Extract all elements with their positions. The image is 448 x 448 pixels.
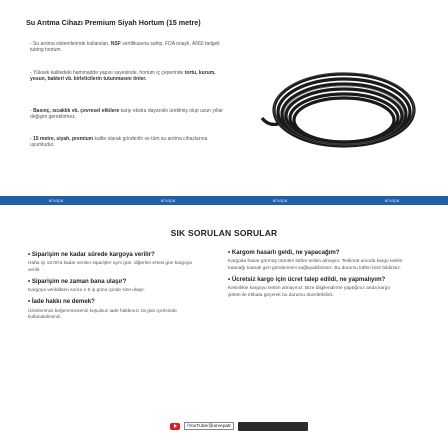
feature-1: - Su arıtma sistemlerinde kullanılan, NSF sertifikasına sahip, FDA onaylı, ANSI belgeli tubing hortum. [30, 41, 220, 54]
hose-coil-image [252, 48, 432, 178]
faq-right-column [228, 249, 403, 303]
faq-answer: Ürünlerimizi beğenmezseniz koşulsuz iade hakkınızı 15 gün içerisinde kullanabilirsiniz. [28, 308, 177, 321]
faq-answer: Kargoya verildikten sonra 1-5 iş günü içinde size ulaşır. [28, 288, 146, 294]
brand-label: arvepa [48, 198, 64, 203]
brand-stripe [0, 196, 448, 205]
faq-title: SIK SORULAN SORULAR [170, 228, 278, 238]
youtube-icon[interactable] [170, 423, 180, 430]
faq-question: • Ücretsiz kargo için ücret talep edildi, ne yapmalıyım? [228, 276, 386, 283]
faq-question: • Siparişim ne kadar sürede kargoya verilir? [28, 251, 155, 258]
faq-question: • İade hakkı ne demek? [28, 298, 95, 306]
faq-left-column [28, 251, 203, 325]
footer-social [170, 420, 320, 432]
faq-question: • Siparişim ne zaman bana ulaşır? [28, 278, 127, 285]
brand-label: arvepa [384, 198, 400, 203]
faq-question: • Kargom hasarlı geldi, ne yapacağım? [228, 249, 340, 256]
product-title: Su Arıtma Cihazı Premium Siyah Hortum (15 metre) [26, 18, 201, 27]
brand-label: arvepa [160, 198, 176, 203]
brand-label: arvepa [272, 198, 288, 203]
faq-answer: Hafta içi 16:00'a kadar verilen siparişler aynı gün, diğerleri ertesi gün kargoya verilir. [28, 261, 192, 274]
feature-4: - 15 metre, siyah, premium kalite olarak gönderilir ve tüm su arıtma cihazlarına uyumludur. [30, 136, 208, 149]
youtube-handle[interactable]: /YouTube/@arvepatr [184, 422, 234, 430]
feature-2: - Yüksek kalitedeki hammadde yapısı sayesinde, hortum iç çeperinde tortu, kurum, yosun, bakteri vb. kirleticilerin tutunmasını önler. [30, 70, 216, 83]
footer-note-box [238, 422, 308, 431]
faq-answer: Kargoda hasar görmüş ürünleri lütfen teslim almayın. Teslimat anında kargo teslim tutanağı tutarak geri gönderimini sağlayabilirsiniz. Bu durumu lütfen bize bildiriniz. [228, 259, 403, 272]
feature-3: - Basınç, sıcaklık vb. çevresel etkilere karşı ekstra dayanıklı üretilmiş olup uzun yıllar değişim gerektirmez. [30, 108, 223, 121]
faq-answer: Kesinlikle kargoyu teslim almayınız. Bize bilgilendirme yaptığınız anda kargo şirketi ile irtibata geçerek bu durumu düzeltebiliriz. [228, 286, 391, 299]
